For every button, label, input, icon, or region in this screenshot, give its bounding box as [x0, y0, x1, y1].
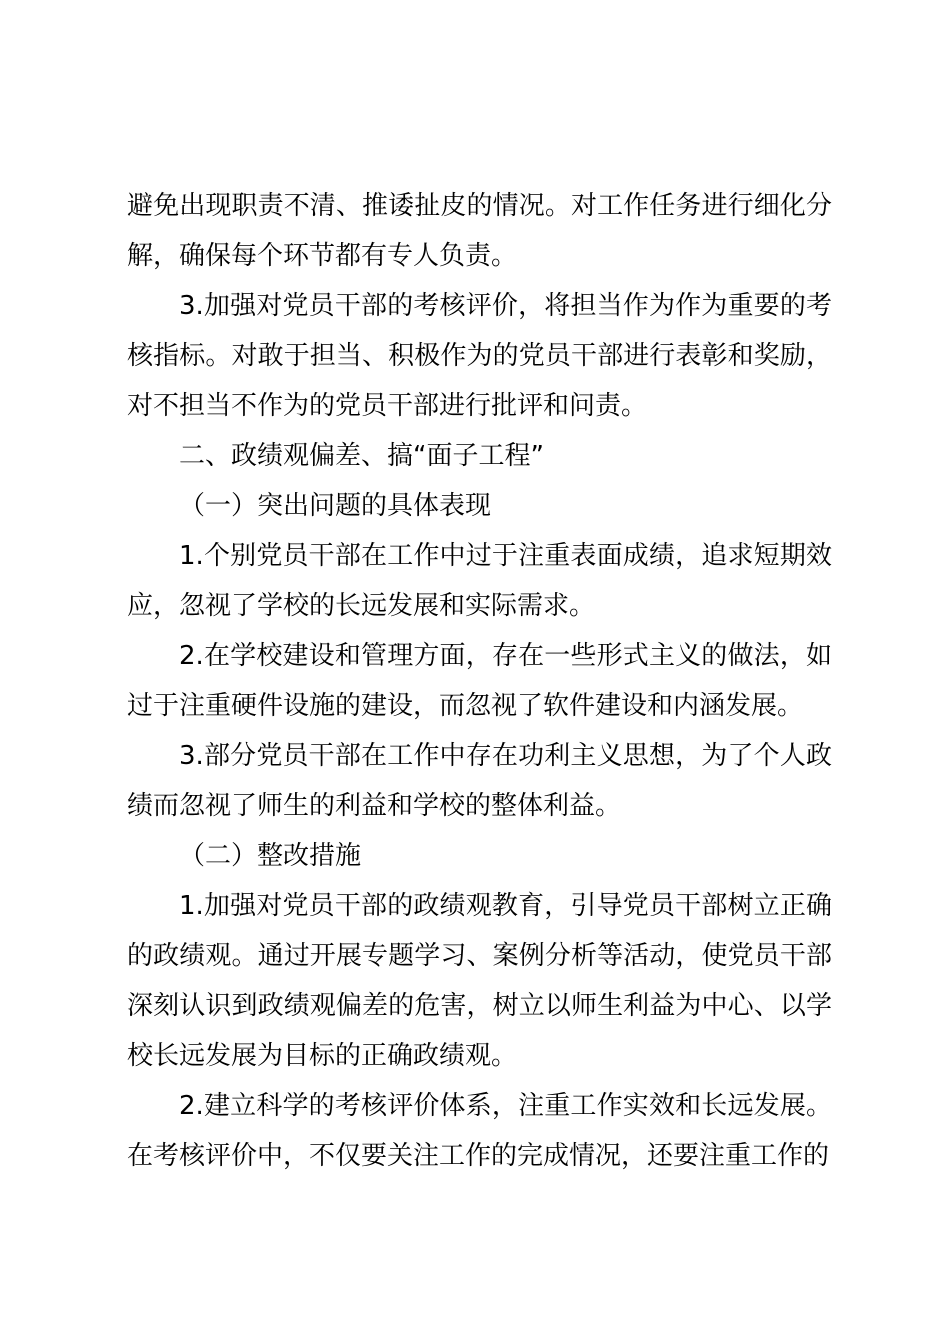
paragraph-measure-1: 1.加强对党员干部的政绩观教育，引导党员干部树立正确的政绩观。通过开展专题学习、案例分析等活动，使党员干部深刻认识到政绩观偏差的危害，树立以师生利益为中心、以学校长远发展为目标的正确政绩观。 [127, 891, 832, 1071]
subsection-heading-measures: （二）整改措施 [179, 841, 362, 871]
subsection-heading-problems: （一）突出问题的具体表现 [179, 491, 492, 521]
paragraph-problem-1: 1.个别党员干部在工作中过于注重表面成绩，追求短期效应，忽视了学校的长远发展和实际需求。 [127, 541, 832, 621]
document-body [127, 181, 832, 1181]
section-heading-2: 二、政绩观偏差、搞“面子工程” [179, 441, 544, 471]
paragraph-measure-3-assessment: 3.加强对党员干部的考核评价，将担当作为作为重要的考核指标。对敢于担当、积极作为的党员干部进行表彰和奖励，对不担当不作为的党员干部进行批评和问责。 [127, 291, 832, 421]
paragraph-measure-2: 2.建立科学的考核评价体系，注重工作实效和长远发展。在考核评价中，不仅要关注工作的完成情况，还要注重工作的 [127, 1091, 832, 1171]
paragraph-continuation: 避免出现职责不清、推诿扯皮的情况。对工作任务进行细化分解，确保每个环节都有专人负责。 [127, 191, 832, 271]
paragraph-problem-3: 3.部分党员干部在工作中存在功利主义思想，为了个人政绩而忽视了师生的利益和学校的整体利益。 [127, 741, 832, 821]
paragraph-problem-2: 2.在学校建设和管理方面，存在一些形式主义的做法，如过于注重硬件设施的建设，而忽视了软件建设和内涵发展。 [127, 641, 832, 721]
